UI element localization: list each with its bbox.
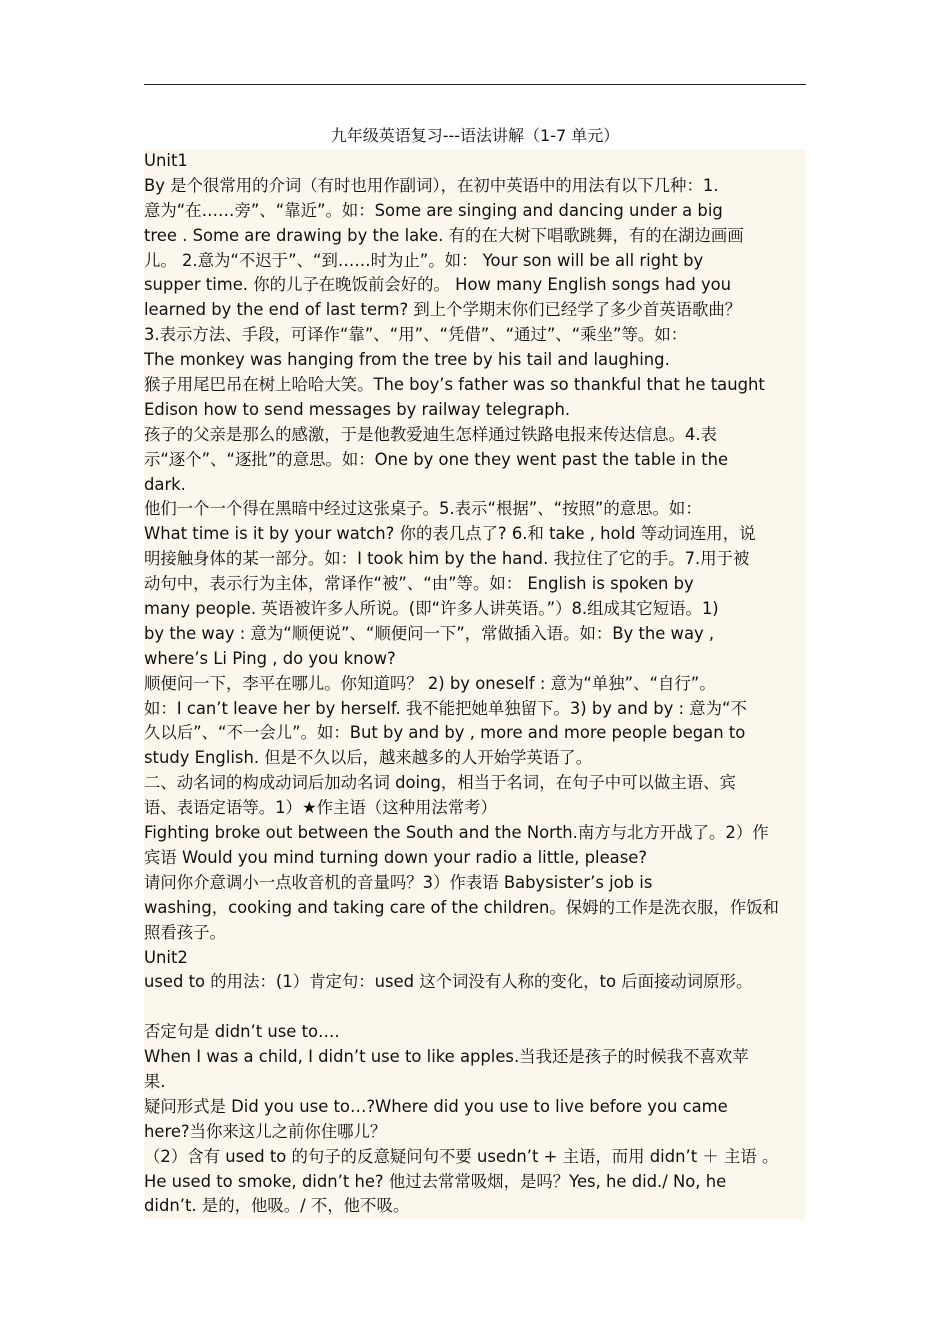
text-line: 孩子的父亲是那么的感激，于是他教爱迪生怎样通过铁路电报来传达信息。4.表 <box>144 424 717 444</box>
text-line: by the way : 意为“顺便说”、“顺便问一下”，常做插入语。如：By the way , <box>144 623 715 643</box>
text-line: 语、表语定语等。1）★作主语（这种用法常考） <box>144 798 497 818</box>
text-line: 照看孩子。 <box>144 922 226 942</box>
text-line: 久以后”、“不一会儿”。如：But by and by , more and more people began to <box>144 723 746 743</box>
text-line: Edison how to send messages by railway telegraph. <box>144 399 571 419</box>
text-line: 果. <box>144 1071 166 1091</box>
text-line: By 是个很常用的介词（有时也用作副词），在初中英语中的用法有以下几种：1. <box>144 175 719 195</box>
text-line: 如：I can’t leave her by herself. 我不能把她单独留下。3) by and by : 意为“不 <box>144 698 747 718</box>
text-line: 宾语 Would you mind turning down your radio a little, please? <box>144 847 648 867</box>
text-line: 明接触身体的某一部分。如：I took him by the hand. 我拉住了它的手。7.用于被 <box>144 549 750 569</box>
page-title: 九年级英语复习---语法讲解（1-7 单元） <box>330 126 620 145</box>
text-line: 儿。 2.意为“不迟于”、“到……时为止”。如： Your son will be all right by <box>144 250 704 270</box>
text-line: 意为“在……旁”、“靠近”。如：Some are singing and dancing under a big <box>144 200 723 220</box>
text-line: used to 的用法：(1）肯定句：used 这个词没有人称的变化，to 后面接动词原形。 <box>144 972 753 992</box>
text-line: 请问你介意调小一点收音机的音量吗？3）作表语 Babysister’s job is <box>144 872 653 892</box>
text-line: 3.表示方法、手段，可译作“靠”、“用”、“凭借”、“通过”、“乘坐”等。如： <box>144 325 688 345</box>
text-line: 猴子用尾巴吊在树上哈哈大笑。The boy’s father was so thankful that he taught <box>144 375 765 395</box>
header-rule <box>144 84 806 85</box>
text-line: here?当你来这儿之前你住哪儿？ <box>144 1121 387 1141</box>
text-line: supper time. 你的儿子在晚饭前会好的。 How many English songs had you <box>144 275 732 295</box>
text-line: washing，cooking and taking care of the children。保姆的工作是洗衣服，作饭和 <box>144 897 779 917</box>
text-line: （2）含有 used to 的句子的反意疑问句不要 usedn’t + 主语，而用 didn’t ＋ 主语 。 <box>144 1146 779 1166</box>
document-body <box>144 149 806 1219</box>
text-line: 示“逐个”、“逐批”的意思。如：One by one they went past the table in the <box>144 449 729 469</box>
text-line: where’s Li Ping , do you know? <box>144 648 396 668</box>
text-line: didn’t. 是的，他吸。/ 不，他不吸。 <box>144 1196 410 1216</box>
text-line: The monkey was hanging from the tree by his tail and laughing. <box>144 350 670 370</box>
text-line: study English. 但是不久以后，越来越多的人开始学英语了。 <box>144 748 593 768</box>
text-line: tree . Some are drawing by the lake. 有的在大树下唱歌跳舞，有的在湖边画画 <box>144 225 744 245</box>
text-line: He used to smoke, didn’t he? 他过去常常吸烟，是吗？Yes, he did./ No, he <box>144 1171 727 1191</box>
text-line: learned by the end of last term? 到上个学期末你们已经学了多少首英语歌曲？ <box>144 300 742 320</box>
text-line: What time is it by your watch? 你的表几点了? 6.和 take , hold 等动词连用，说 <box>144 524 756 544</box>
text-line: Unit1 <box>144 151 188 170</box>
text-line: 他们一个一个得在黑暗中经过这张桌子。5.表示“根据”、“按照”的意思。如： <box>144 499 702 519</box>
text-line: 动句中，表示行为主体，常译作“被”、“由”等。如： English is spoken by <box>144 574 694 594</box>
blank-line <box>144 995 806 1020</box>
text-line: 二、动名词的构成动词后加动名词 doing，相当于名词，在句子中可以做主语、宾 <box>144 773 736 793</box>
text-line: dark. <box>144 474 186 494</box>
text-line: Unit2 <box>144 947 188 967</box>
text-line: When I was a child, I didn’t use to like apples.当我还是孩子的时候我不喜欢苹 <box>144 1047 749 1067</box>
text-line: 顺便问一下，李平在哪儿。你知道吗？ 2) by oneself : 意为“单独”、“自行”。 <box>144 673 716 693</box>
text-line: Fighting broke out between the South and the North.南方与北方开战了。2）作 <box>144 823 769 843</box>
text-line: many people. 英语被许多人所说。(即“许多人讲英语。”）8.组成其它短语。1) <box>144 599 719 619</box>
text-line: 疑问形式是 Did you use to…?Where did you use to live before you came <box>144 1096 728 1116</box>
text-line: 否定句是 didn’t use to…. <box>144 1022 340 1042</box>
